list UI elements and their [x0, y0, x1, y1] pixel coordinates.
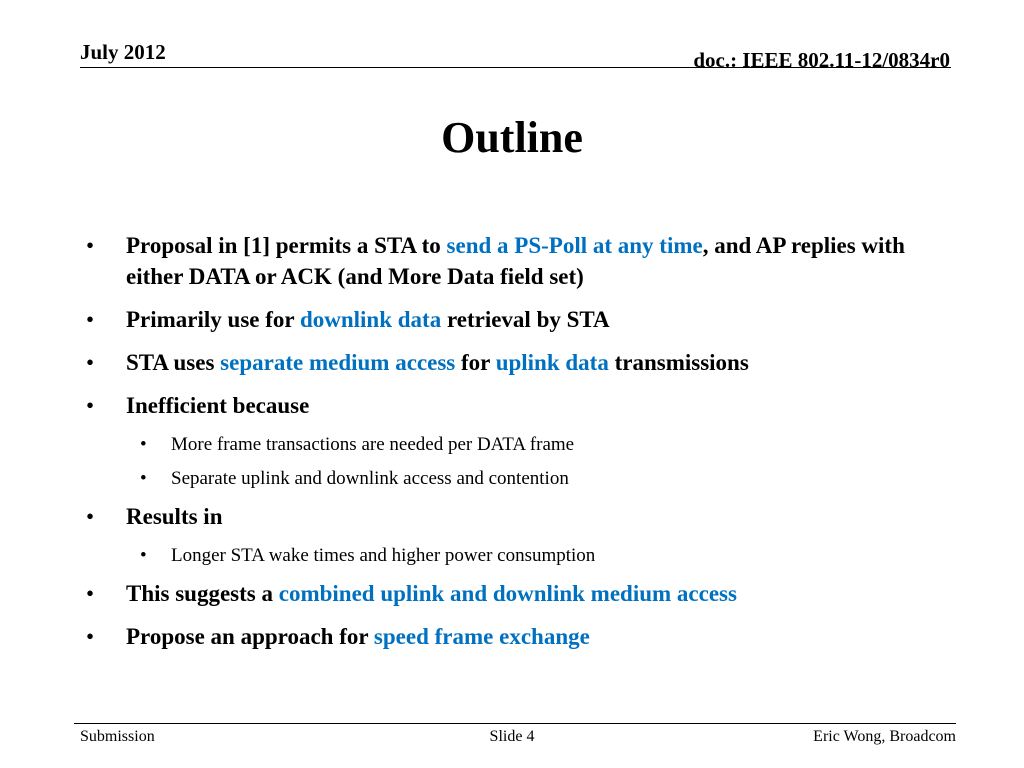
bullet-text: , and AP replies with either DATA or ACK (and More Data field set): [126, 233, 905, 289]
bullet-list: [82, 230, 932, 664]
bullet-highlight: combined uplink and downlink medium access: [278, 581, 737, 606]
footer-slide-number: Slide 4: [489, 728, 535, 745]
bullet-text: STA uses: [126, 350, 221, 375]
bullet-text: transmissions: [608, 350, 749, 375]
bullet-suggests: [82, 578, 932, 609]
bullet-highlight: speed frame exchange: [373, 624, 590, 649]
bullet-highlight: downlink data: [299, 307, 442, 332]
bullet-highlight: separate medium access: [220, 350, 456, 375]
bullet-propose: [82, 621, 932, 652]
footer-divider: [74, 723, 956, 724]
bullet-primary-use: [82, 304, 932, 335]
bullet-text: retrieval by STA: [441, 307, 610, 332]
footer-submission: Submission: [80, 728, 155, 745]
bullet-text: Propose an approach for: [126, 624, 374, 649]
bullet-highlight: uplink data: [495, 350, 609, 375]
footer-author: Eric Wong, Broadcom: [813, 728, 956, 745]
header-doc-id: doc.: IEEE 802.11-12/0834r0: [693, 48, 950, 72]
bullet-proposal: [82, 230, 932, 292]
bullet-text: for: [455, 350, 496, 375]
bullet-text: Primarily use for: [126, 307, 300, 332]
sub-bullet-wake-times: • Longer STA wake times and higher power consumption: [82, 544, 932, 568]
header-date: July 2012: [80, 40, 166, 64]
header-divider: [80, 67, 951, 68]
sub-bullet-separate-access: • Separate uplink and downlink access and contention: [82, 467, 932, 491]
sub-bullet-frame-transactions: • More frame transactions are needed per DATA frame: [82, 433, 932, 457]
bullet-text: This suggests a: [126, 581, 279, 606]
bullet-text: Proposal in [1] permits a STA to: [126, 233, 447, 258]
slide-title: Outline: [441, 113, 583, 162]
bullet-sta-uses: [82, 347, 932, 378]
bullet-highlight: send a PS-Poll at any time: [446, 233, 703, 258]
bullet-results-in: • Results in: [82, 501, 932, 532]
bullet-inefficient: • Inefficient because: [82, 390, 932, 421]
